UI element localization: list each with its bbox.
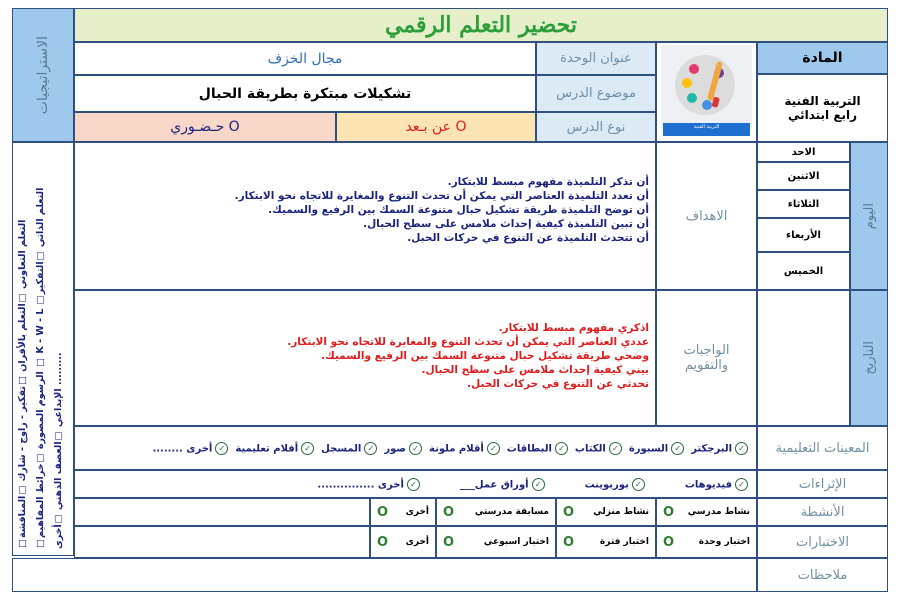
homework-label-cell xyxy=(656,290,757,426)
aids-label-cell xyxy=(757,426,888,470)
homework-line: عددي العناصر التي يمكن أن تحدث التنوع والمغايرة للاتجاه نحو الابتكار. xyxy=(287,336,649,348)
homework-label-line2: والتقويم xyxy=(684,358,729,373)
homework-content xyxy=(74,290,656,426)
enrichment-option[interactable] xyxy=(317,478,419,491)
activity-label: نشاط مدرسي xyxy=(687,507,750,517)
option-circle-icon[interactable]: O xyxy=(377,534,389,550)
book-caption: التربية الفنية xyxy=(693,124,720,130)
strategies-col2-text: □الرسوم المصورة □خرائط المفاهيم □ K - W - L □التعلم الذاتي □التفكير xyxy=(35,187,46,549)
aid-option[interactable] xyxy=(429,442,500,455)
enrichment-item-label: فيديوهات xyxy=(684,479,732,490)
checkbox-circle-icon[interactable]: ✓ xyxy=(532,478,545,491)
aid-label: صور xyxy=(384,443,407,454)
subject-label-cell xyxy=(757,42,888,74)
enrichment-row xyxy=(74,470,757,498)
test-cell[interactable] xyxy=(556,526,656,558)
date-label: التاريخ xyxy=(861,341,877,375)
test-label: اختبار فترة xyxy=(599,537,649,547)
aid-label: البطاقات xyxy=(506,443,552,454)
title-bar xyxy=(74,8,888,42)
page-title: تحضير التعلم الرقمي xyxy=(384,12,578,38)
day-sunday: الاحد xyxy=(791,146,816,158)
checkbox-circle-icon[interactable]: ✓ xyxy=(735,478,748,491)
activity-cell[interactable] xyxy=(436,498,556,526)
lesson-label: موضوع الدرس xyxy=(556,86,636,101)
lesson-label-cell xyxy=(536,75,656,112)
unit-value-cell xyxy=(74,42,536,75)
lesson-value: تشكيلات مبتكرة بطريقة الحبال xyxy=(198,85,412,102)
option-circle-icon[interactable]: O xyxy=(443,534,455,550)
day-wednesday: الأربعاء xyxy=(786,229,821,241)
enrichment-label-cell xyxy=(757,470,888,498)
aid-option[interactable] xyxy=(152,442,228,455)
objective-line: أن توضح التلميذة طريقة تشكيل حبال متنوعة السمك بين الرفيع والسميك. xyxy=(268,204,649,216)
type-inperson-option[interactable]: حـضـوري O xyxy=(170,119,240,135)
checkbox-circle-icon[interactable]: ✓ xyxy=(407,478,420,491)
enrichment-option[interactable] xyxy=(685,478,748,491)
unit-label-cell xyxy=(536,42,656,75)
book-image-cell xyxy=(656,42,757,142)
type-label: نوع الدرس xyxy=(566,119,626,135)
homework-label-line1: الواجبات xyxy=(683,343,730,358)
activity-cell[interactable] xyxy=(556,498,656,526)
strategies-col3-text: الإبداعي □العصف الذهني □أخرى ......... xyxy=(53,352,64,549)
subject-value: التربية الفنية xyxy=(784,94,861,108)
checkbox-circle-icon[interactable]: ✓ xyxy=(555,442,568,455)
type-remote-cell[interactable] xyxy=(336,112,536,142)
objective-line: أن تذكر التلميذة مفهوم مبسط للابتكار. xyxy=(447,176,649,188)
strategies-label: الاستراتيجيات xyxy=(35,35,51,115)
day-item[interactable] xyxy=(757,252,850,290)
aid-option[interactable] xyxy=(321,442,377,455)
lesson-value-cell xyxy=(74,75,536,112)
tests-label: الاختبارات xyxy=(796,534,849,550)
day-item[interactable] xyxy=(757,162,850,190)
activity-cell[interactable] xyxy=(370,498,436,526)
aid-label: أفلام تعليمية xyxy=(235,443,299,454)
activity-label: نشاط منزلي xyxy=(593,507,649,517)
type-label-cell xyxy=(536,112,656,142)
strategies-col[interactable] xyxy=(17,153,28,549)
test-label: اختبار وحدة xyxy=(698,537,750,547)
objective-line: أن تعدد التلميذة العناصر التي يمكن أن تحدث التنوع والمغايرة للاتجاه نحو الابتكار. xyxy=(234,190,649,202)
aid-option[interactable] xyxy=(575,442,622,455)
strategies-col1-text: □التعلم التعاوني □التعلم بالأقران □تفكير - زاوج - شارك □المناقشة xyxy=(17,219,28,549)
enrichment-label: الإثراءات xyxy=(798,476,847,492)
test-cell[interactable] xyxy=(656,526,757,558)
option-circle-icon[interactable]: O xyxy=(563,504,575,520)
aid-label: أقلام ملونة xyxy=(429,443,484,454)
option-circle-icon[interactable]: O xyxy=(663,534,675,550)
day-tuesday: الثلاثاء xyxy=(787,198,820,210)
day-item[interactable] xyxy=(757,190,850,218)
activity-cell[interactable] xyxy=(656,498,757,526)
objective-line: أن تتحدث التلميذة عن التنوع في حركات الحبل. xyxy=(407,232,649,244)
date-label-cell xyxy=(850,290,888,426)
aid-option[interactable] xyxy=(507,442,568,455)
subject-value-cell xyxy=(757,74,888,142)
aid-option[interactable] xyxy=(384,442,422,455)
test-empty-cell xyxy=(74,526,370,558)
day-monday: الاثنين xyxy=(787,170,820,182)
activities-label-cell xyxy=(757,498,888,526)
aid-option[interactable] xyxy=(691,442,748,455)
option-circle-icon[interactable]: O xyxy=(563,534,575,550)
day-label: اليوم xyxy=(861,202,877,230)
checkbox-circle-icon[interactable]: ✓ xyxy=(301,442,314,455)
checkbox-circle-icon[interactable]: ✓ xyxy=(671,442,684,455)
option-circle-icon[interactable]: O xyxy=(443,504,455,520)
strategies-col[interactable] xyxy=(35,153,46,549)
checkbox-circle-icon[interactable]: ✓ xyxy=(609,442,622,455)
homework-line: بيني كيفية إحداث ملامس على سطح الحبال. xyxy=(421,364,649,376)
strategies-list xyxy=(12,142,74,556)
day-item[interactable] xyxy=(757,142,850,162)
strategies-col[interactable] xyxy=(53,153,64,549)
enrichment-item-label: أخرى ............... xyxy=(317,479,404,490)
aids-label: المعينات التعليمية xyxy=(775,440,870,456)
aids-row xyxy=(74,426,757,470)
aid-label: السبورة xyxy=(628,443,669,454)
notes-input-cell[interactable] xyxy=(12,558,757,592)
enrichment-option[interactable] xyxy=(585,478,645,491)
aid-option[interactable] xyxy=(629,442,684,455)
objectives-content xyxy=(74,142,656,290)
option-circle-icon[interactable]: O xyxy=(377,504,389,520)
date-value-cell[interactable] xyxy=(757,290,850,426)
notes-label: ملاحظات xyxy=(797,567,848,583)
activity-empty-cell xyxy=(74,498,370,526)
day-thursday: الخميس xyxy=(783,265,824,277)
objectives-label: الاهداف xyxy=(685,208,728,224)
checkbox-circle-icon[interactable]: ✓ xyxy=(215,442,228,455)
aid-label: أخرى ........ xyxy=(152,443,213,454)
homework-line: اذكري مفهوم مبسط للابتكار. xyxy=(498,322,649,334)
test-cell[interactable] xyxy=(370,526,436,558)
objective-line: أن تبين التلميذة كيفية إحداث ملامس على سطح الحبال. xyxy=(363,218,649,230)
checkbox-circle-icon[interactable]: ✓ xyxy=(632,478,645,491)
aid-label: الكتاب xyxy=(574,443,606,454)
type-inperson-cell[interactable] xyxy=(74,112,336,142)
enrichment-item-label: أوراق عمل___ xyxy=(459,479,529,490)
enrichment-option[interactable] xyxy=(460,478,545,491)
notes-label-cell xyxy=(757,558,888,592)
aid-label: البرجكتر xyxy=(691,443,732,454)
test-cell[interactable] xyxy=(436,526,556,558)
day-item[interactable] xyxy=(757,218,850,252)
type-remote-option[interactable]: عن بـعد O xyxy=(405,119,467,135)
aid-option[interactable] xyxy=(235,442,314,455)
strategies-header xyxy=(12,8,74,142)
activities-label: الأنشطة xyxy=(800,504,845,520)
activity-label: أخرى xyxy=(405,507,429,517)
test-label: اختبار اسبوعي xyxy=(483,537,549,547)
objectives-label-cell xyxy=(656,142,757,290)
enrichment-item-label: بوربوينت xyxy=(584,479,629,490)
tests-label-cell xyxy=(757,526,888,558)
unit-value: مجال الخزف xyxy=(267,50,343,67)
homework-line: وضحي طريقة تشكيل حبال متنوعة السمك بين الرفيع والسميك. xyxy=(321,350,649,362)
grade-value: رابع ابتدائي xyxy=(787,108,858,122)
unit-label: عنوان الوحدة xyxy=(560,51,632,66)
checkbox-circle-icon[interactable]: ✓ xyxy=(487,442,500,455)
activity-label: مسابقة مدرستي xyxy=(474,507,549,517)
test-label: أخرى xyxy=(405,537,429,547)
checkbox-circle-icon[interactable]: ✓ xyxy=(364,442,377,455)
aid-label: المسجل xyxy=(321,443,362,454)
checkbox-circle-icon[interactable]: ✓ xyxy=(735,442,748,455)
homework-line: تحدثي عن التنوع في حركات الحبل. xyxy=(467,378,649,390)
checkbox-circle-icon[interactable]: ✓ xyxy=(409,442,422,455)
option-circle-icon[interactable]: O xyxy=(663,504,675,520)
subject-label: المادة xyxy=(802,50,843,66)
day-label-cell xyxy=(850,142,888,290)
